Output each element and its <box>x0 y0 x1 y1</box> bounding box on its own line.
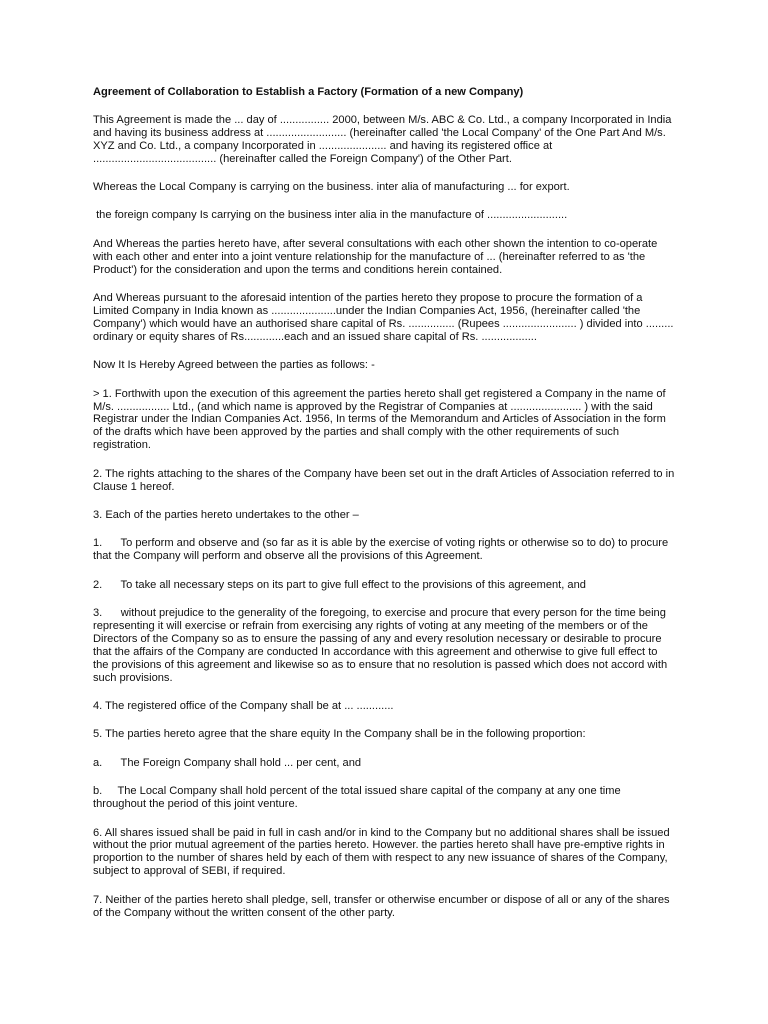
paragraph-2: Whereas the Local Company is carrying on the business. inter alia of manufacturing ... for export. <box>93 181 570 194</box>
paragraph-10: 1. To perform and observe and (so far as it is able by the exercise of voting rights or otherwise so to do) to procure that the Company will perform and observe all the provisions of this Agreement. <box>93 537 672 563</box>
paragraph-15: a. The Foreign Company shall hold ... per cent, and <box>93 756 362 769</box>
document-body <box>93 113 678 920</box>
paragraph-11: 2. To take all necessary steps on its part to give full effect to the provisions of this agreement, and <box>93 578 586 591</box>
paragraph-12: 3. without prejudice to the generality of the foregoing, to exercise and procure that every person for the time being representing it will exercise or refrain from exercising any rights of voting at any meeting of the members or of the Directors of the Company so as to ensure the passing of any and every resolution necessary or desirable to procure that the affairs of the Company are conducted In accordance with this agreement and otherwise to give full effect to the provisions of this agreement and likewise so as to ensure that no resolution is passed which does not accord with such provisions. <box>93 607 671 684</box>
paragraph-17: 6. All shares issued shall be paid in full in cash and/or in kind to the Company but no additional shares shall be issued without the prior mutual agreement of the parties hereto. However. the parties hereto shall have pre-emptive rights in proportion to the number of shares held by each of them with respect to any new issuance of shares of the Company, subject to approval of SEBI, if required. <box>93 826 673 878</box>
document-page <box>93 86 678 935</box>
paragraph-3: the foreign company Is carrying on the business inter alia in the manufacture of .......................... <box>93 209 568 222</box>
paragraph-1: This Agreement is made the ... day of ................ 2000, between M/s. ABC & Co. Ltd., a company Incorporated in India and having its business address at .......................... (hereinafter called 'the Local Company' of the One Part And M/s. XYZ and Co. Ltd., a company Incorporated in ...................... and having its registered office at ........................................ (hereinafter called the Foreign Company') of the Other Part. <box>93 113 675 165</box>
paragraph-8: 2. The rights attaching to the shares of the Company have been set out in the draft Articles of Association referred to in Clause 1 hereof. <box>93 467 678 493</box>
paragraph-13: 4. The registered office of the Company shall be at ... ............ <box>93 700 394 712</box>
paragraph-9: 3. Each of the parties hereto undertakes to the other – <box>93 508 359 521</box>
paragraph-14: 5. The parties hereto agree that the share equity In the Company shall be in the following proportion: <box>93 728 586 741</box>
paragraph-4: And Whereas the parties hereto have, after several consultations with each other shown the intention to co-operate with each other and enter into a joint venture relationship for the manufacture of ... (hereinafter referred to as 'the Product') for the consideration and upon the terms and conditions herein contained. <box>93 237 661 276</box>
paragraph-6: Now It Is Hereby Agreed between the parties as follows: - <box>93 359 375 372</box>
paragraph-5: And Whereas pursuant to the aforesaid intention of the parties hereto they propose to procure the formation of a Limited Company in India known as .....................under the Indian Companies Act, 1956, (hereinafter called 'the Company') which would have an authorised share capital of Rs. ............... (Rupees ........................ ) divided into ......... ordinary or equity shares of Rs.............each and an issued share capital of Rs. .................. <box>93 292 677 343</box>
paragraph-16: b. The Local Company shall hold percent of the total issued share capital of the company at any one time throughout the period of this joint venture. <box>93 785 624 811</box>
document-title: Agreement of Collaboration to Establish a Factory (Formation of a new Company) <box>93 86 524 98</box>
paragraph-7: > 1. Forthwith upon the execution of this agreement the parties hereto shall get registered a Company in the name of M/s. ................. Ltd., (and which name is approved by the Registrar of Companies at ....................... ) with the said Registrar under the Indian Companies Act. 1956, In terms of the Memorandum and Articles of Association in the form of the drafts which have been approved by the parties and shall comply with the other requirements of such registration. <box>93 387 669 452</box>
paragraph-18: 7. Neither of the parties hereto shall pledge, sell, transfer or otherwise encumber or dispose of all or any of the shares of the Company without the written consent of the other party. <box>93 893 673 919</box>
